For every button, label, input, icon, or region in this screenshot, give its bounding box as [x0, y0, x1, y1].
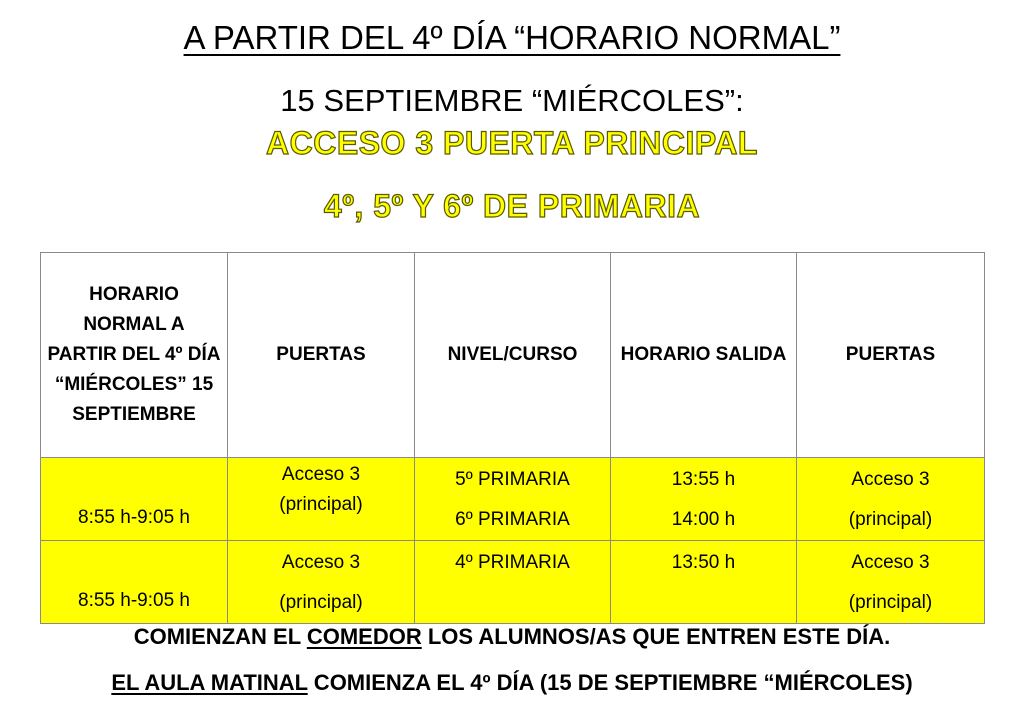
door-out-cell [797, 458, 985, 541]
entry-time-cell: 8:55 h-9:05 h [41, 541, 228, 624]
exit-time-cell [611, 541, 797, 624]
exit-time-line: 14:00 h [671, 509, 736, 530]
door-in-cell [228, 541, 415, 624]
level-line: 5º PRIMARIA [455, 469, 570, 490]
grades-heading: 4º, 5º Y 6º DE PRIMARIA [323, 188, 701, 224]
level-cell [415, 541, 611, 624]
schedule-table [40, 252, 985, 624]
door-out-line: Acceso 3 [851, 469, 930, 490]
table-header-row [41, 253, 985, 458]
header-schedule: HORARIO NORMAL A PARTIR DEL 4º DÍA “MIÉRCOLES” 15 SEPTIEMBRE [41, 253, 228, 458]
footer-underlined-text: EL AULA MATINAL [111, 670, 308, 695]
level-line: 6º PRIMARIA [455, 509, 570, 530]
door-in-cell [228, 458, 415, 541]
header-doors-in: PUERTAS [228, 253, 415, 458]
footer-text: COMIENZA EL 4º DÍA (15 DE SEPTIEMBRE “MIÉRCOLES) [307, 670, 913, 695]
door-out-line: (principal) [848, 509, 933, 530]
exit-time-cell [611, 458, 797, 541]
page-title-text: A PARTIR DEL 4º DÍA “HORARIO NORMAL” [183, 19, 841, 56]
entry-time-cell: 8:55 h-9:05 h [41, 458, 228, 541]
header-doors-out: PUERTAS [797, 253, 985, 458]
door-out-line: Acceso 3 [851, 552, 930, 573]
footer-morning-note [0, 668, 1024, 698]
exit-time-line: 13:55 h [671, 469, 736, 490]
access-heading: ACCESO 3 PUERTA PRINCIPAL [266, 125, 758, 161]
footer-dining-note [0, 622, 1024, 652]
door-out-cell [797, 541, 985, 624]
exit-time-line: 13:50 h [671, 552, 736, 573]
header-level: NIVEL/CURSO [415, 253, 611, 458]
header-exit-time: HORARIO SALIDA [611, 253, 797, 458]
door-in-line: (principal) [279, 592, 363, 613]
page-title [0, 18, 1024, 58]
level-cell [415, 458, 611, 541]
door-out-line: (principal) [848, 592, 933, 613]
footer-underlined-text: COMEDOR [306, 624, 422, 649]
table-row [41, 458, 985, 541]
door-in-line: Acceso 3 [281, 552, 361, 573]
door-in-line: Acceso 3 [281, 464, 361, 485]
footer-text: LOS ALUMNOS/AS QUE ENTREN ESTE DÍA. [421, 624, 891, 649]
table-row [41, 541, 985, 624]
door-in-line: (principal) [279, 494, 363, 515]
date-subtitle: 15 SEPTIEMBRE “MIÉRCOLES”: [280, 83, 744, 118]
level-line: 4º PRIMARIA [455, 552, 570, 573]
footer-text: COMIENZAN EL [133, 624, 307, 649]
